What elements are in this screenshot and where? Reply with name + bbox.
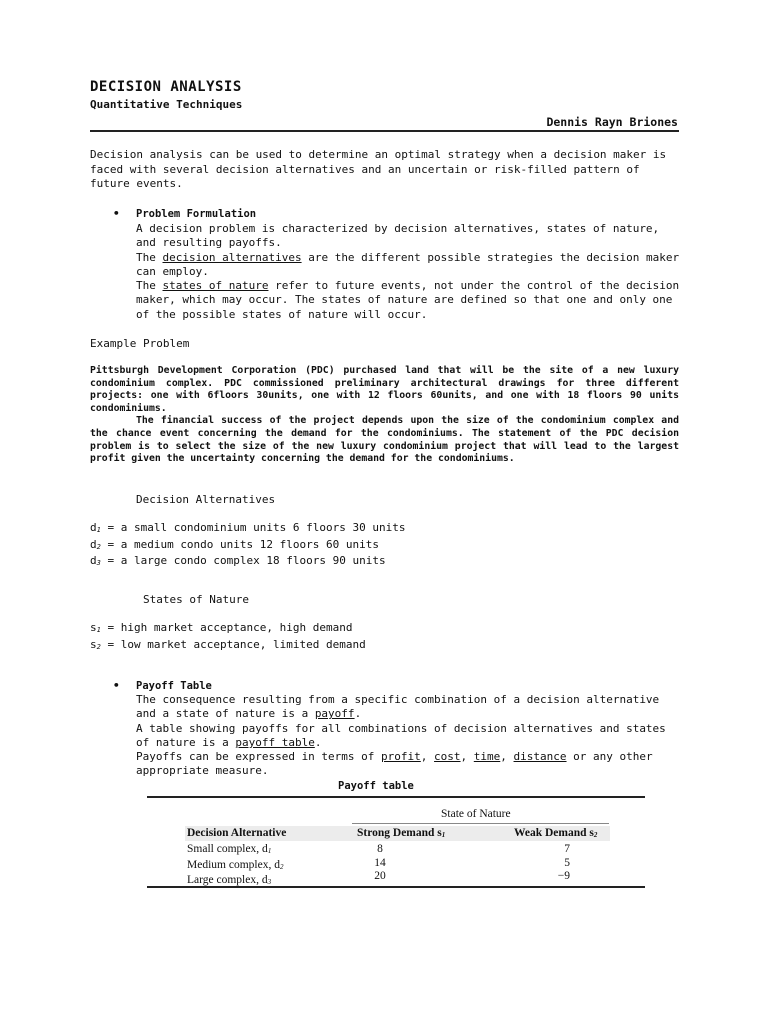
decision-alternatives-heading: Decision Alternatives	[136, 493, 276, 506]
state-s2: s2 = low market acceptance, limited demand	[90, 637, 366, 651]
header-rule	[90, 130, 679, 132]
table-row-small: Small complex, d1	[187, 843, 272, 855]
document-title: DECISION ANALYSIS	[90, 79, 242, 95]
cell-large-weak: −9	[557, 870, 570, 882]
term-cost: cost	[434, 750, 461, 764]
cell-medium-weak: 5	[564, 856, 570, 869]
problem-formulation-heading: Problem Formulation	[136, 208, 257, 220]
states-of-nature-heading: States of Nature	[143, 593, 249, 606]
example-heading: Example Problem	[90, 337, 190, 350]
table-top-rule	[147, 796, 645, 798]
table-row-names	[187, 843, 283, 890]
document-author: Dennis Rayn Briones	[546, 115, 678, 129]
problem-formulation-body	[136, 222, 681, 322]
state-s1: s1 = high market acceptance, high demand	[90, 621, 353, 634]
table-row-large: Large complex, d3	[187, 874, 272, 886]
table-group-header: State of Nature	[441, 808, 511, 820]
pf-line-1: A decision problem is characterized by decision alternatives, states of nature, and resulting payoffs.	[136, 222, 660, 250]
bullet-payoff-table: •	[113, 679, 120, 692]
term-states-of-nature: states of nature	[162, 279, 269, 293]
col-header-strong-demand: Strong Demand s1	[357, 827, 446, 839]
term-time: time	[473, 750, 501, 764]
pf-line-2: The decision alternatives are the different possible strategies the decision maker can employ.	[136, 250, 680, 278]
payoff-table-caption: Payoff table	[338, 780, 414, 792]
intro-paragraph: Decision analysis can be used to determine an optimal strategy when a decision maker is faced with several decision alternatives and an uncertain or risk-filled pattern of future events.	[90, 148, 667, 190]
term-payoff: payoff	[314, 707, 355, 721]
table-bottom-rule	[147, 886, 645, 888]
term-payoff-table: payoff table	[235, 735, 315, 749]
payoff-line-1: The consequence resulting from a specific combination of a decision alternative and a state of nature is a payoff.	[136, 693, 660, 721]
table-strong-values	[365, 843, 395, 884]
decision-alt-d2: d2 = a medium condo units 12 floors 60 units	[90, 537, 379, 551]
term-profit: profit	[381, 750, 421, 764]
decision-alt-d3: d3 = a large condo complex 18 floors 90 units	[90, 554, 386, 567]
payoff-line-3: Payoffs can be expressed in terms of profit, cost, time, distance or any other appropriate measure.	[136, 750, 653, 778]
decision-alt-d1: d1 = a small condominium units 6 floors 30 units	[90, 521, 406, 534]
payoff-line-2: A table showing payoffs for all combinations of decision alternatives and states of nature is a payoff table.	[136, 721, 666, 749]
table-group-underline	[352, 823, 609, 824]
states-of-nature-list	[90, 621, 366, 654]
cell-large-strong: 20	[374, 870, 386, 882]
term-distance: distance	[513, 750, 567, 764]
table-row-medium: Medium complex, d2	[187, 858, 284, 871]
pf-line-3: The states of nature refer to future events, not under the control of the decision maker, which may occur. The states of nature are defined so that one and only one of the possible states of nature will occur.	[136, 279, 680, 321]
col-header-decision-alternative: Decision Alternative	[187, 827, 287, 839]
cell-medium-strong: 14	[374, 856, 386, 869]
cell-small-weak: 7	[564, 843, 570, 855]
payoff-table-heading: Payoff Table	[136, 680, 212, 692]
term-decision-alternatives: decision alternatives	[162, 250, 302, 264]
example-paragraph-2: The financial success of the project depends upon the size of the condominium complex and the chance event concerning the demand for the condominiums. The statement of the PDC decision problem is to select the size of the new luxury condominium project that will lead to the largest profit given the uncertainty concerning the demand for the condominiums.	[90, 415, 679, 465]
example-body	[90, 365, 679, 466]
col-header-weak-demand: Weak Demand s2	[514, 827, 598, 839]
document-subtitle: Quantitative Techniques	[90, 98, 243, 111]
bullet-problem-formulation: •	[113, 207, 120, 220]
cell-small-strong: 8	[377, 843, 383, 855]
table-weak-values	[548, 843, 570, 884]
example-paragraph-1: Pittsburgh Development Corporation (PDC) purchased land that will be the site of a new luxury condominium complex. PDC commissioned preliminary architectural drawings for three different projects: one with 6floors 30units, one with 12 floors 60units, and one with 18 floors 90 units condominiums.	[90, 365, 679, 414]
decision-alternatives-list	[90, 521, 405, 571]
payoff-section-body	[136, 693, 681, 779]
